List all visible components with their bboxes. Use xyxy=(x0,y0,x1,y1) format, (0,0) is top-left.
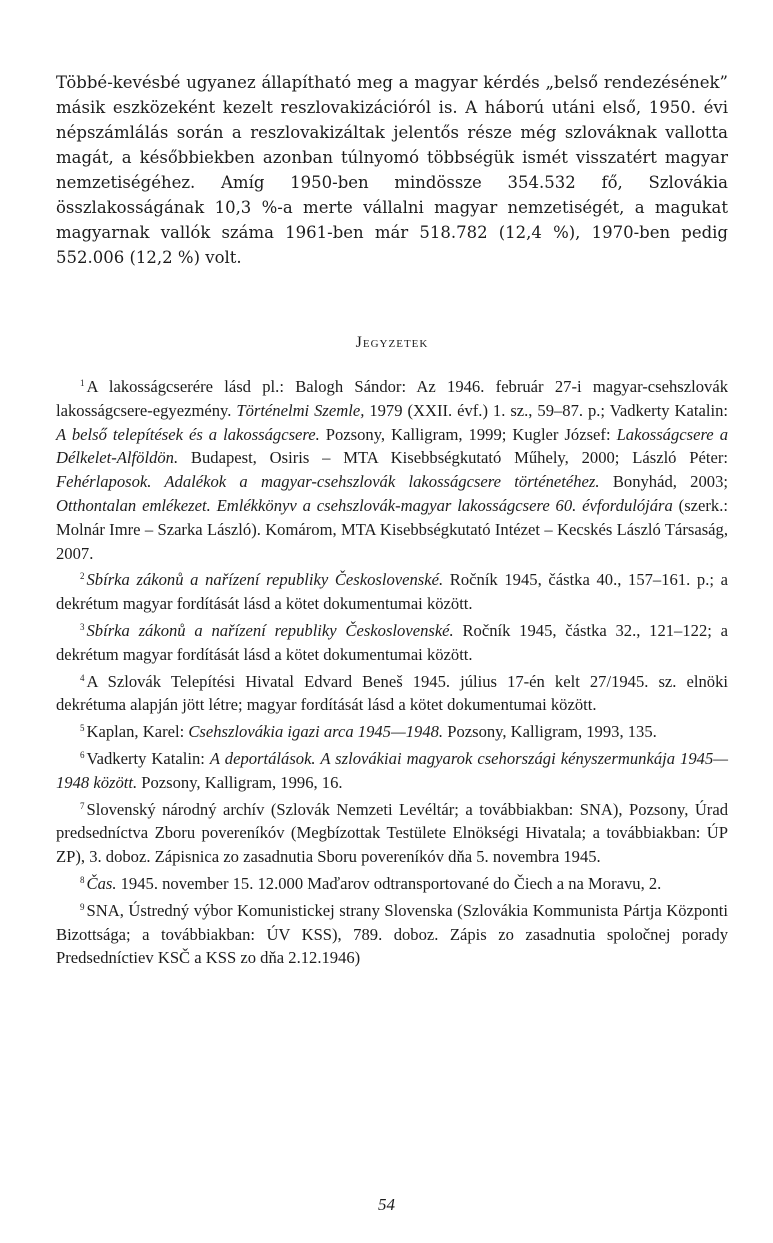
footnote-title: Sbírka zákonů a nařízení republiky Československé. xyxy=(86,570,444,590)
footnote-5 xyxy=(56,717,728,744)
footnote-title: Čas. xyxy=(86,873,117,893)
footnote-8 xyxy=(56,869,728,896)
footnote-number: 4 xyxy=(80,672,85,683)
footnote-text: SNA, Ústredný výbor Komunistickej strany Slovenska (Szlovákia Kommunista Pártja Központi Bizottsága; a továbbiakban: ÚV KSS), 789. doboz. Zápis zo zasadnutia spoločnej porady Predsedníctiev KSČ a KSS zo dňa 2.12.1946) xyxy=(56,900,728,968)
footnote-title: A belső telepítések és a lakosságcsere. xyxy=(56,424,320,444)
footnote-number: 7 xyxy=(80,800,85,811)
footnote-text: A Szlovák Telepítési Hivatal Edvard Beneš 1945. július 17-én kelt 27/1945. sz. elnöki dekrétuma alapján jött létre; magyar fordítását lásd a kötet dokumentumai között. xyxy=(56,671,728,715)
footnote-title: Otthontalan emlékezet. Emlékkönyv a csehszlovák-magyar lakosságcsere 60. évfordulójára xyxy=(56,495,673,515)
footnote-1 xyxy=(56,372,728,565)
footnote-text: Bonyhád, 2003; xyxy=(599,472,728,492)
footnote-number: 6 xyxy=(80,749,85,760)
body-paragraph: Többé-kevésbé ugyanez állapítható meg a magyar kérdés „belső rendezésének” másik eszközeként kezelt reszlovakizációról is. A háború utáni első, 1950. évi népszámlálás során a reszlovakizáltak jelentős része még szlováknak vallotta magát, a későbbiekben azonban túlnyomó többségük ismét visszatért magyar nemzetiségéhez. Amíg 1950-ben mindössze 354.532 fő, Szlovákia összlakosságának 10,3 %-a merte vállalni magyar nemzetiségét, a magukat magyarnak vallók száma 1961-ben már 518.782 (12,4 %), 1970-ben pedig 552.006 (12,2 %) volt. xyxy=(56,73,728,267)
footnote-title: Történelmi Szemle, xyxy=(236,400,365,420)
footnote-number: 1 xyxy=(80,378,85,388)
footnote-9 xyxy=(56,896,728,970)
footnote-text: Ročník 1945, částka 40., 157–161. p.; a dekrétum magyar fordítását lásd a kötet dokumentumai között. xyxy=(56,570,729,614)
footnote-text: Budapest, Osiris – MTA Kisebbségkutató Műhely, 2000; László Péter: xyxy=(178,448,728,468)
footnote-6 xyxy=(56,744,728,795)
footnote-text: Pozsony, Kalligram, 1996, 16. xyxy=(137,772,343,792)
notes-heading: Jegyzetek xyxy=(355,334,429,351)
footnote-7 xyxy=(56,795,728,869)
footnote-text: Vadkerty Katalin: xyxy=(86,748,210,768)
page-content xyxy=(56,70,728,970)
footnote-title: Lakosságcsere a Délkelet-Alföldön. xyxy=(56,424,728,468)
footnote-3 xyxy=(56,616,728,667)
footnote-text: A lakosságcserére lásd pl.: Balogh Sándor: Az 1946. február 27-i magyar-csehszlovák lakosságcsere-egyezmény. xyxy=(56,377,728,420)
page-number: 54 xyxy=(378,1195,395,1214)
footnote-number: 8 xyxy=(80,874,85,885)
notes-list xyxy=(56,372,728,970)
footnote-text: Ročník 1945, částka 32., 121–122; a dekrétum magyar fordítását lásd a kötet dokumentumai között. xyxy=(56,620,728,664)
footnote-text: Pozsony, Kalligram, 1993, 135. xyxy=(443,722,657,742)
footnote-text: Kaplan, Karel: xyxy=(86,722,189,742)
footnote-title: Fehérlaposok. Adalékok a magyar-csehszlovák lakosságcsere történetéhez. xyxy=(56,472,600,492)
footnote-text: (szerk.: Molnár Imre – Szarka László). Komárom, MTA Kisebbségkutató Intézet – Kecskés László Társaság, 2007. xyxy=(56,495,728,563)
footnote-number: 2 xyxy=(80,571,85,582)
footnote-number: 5 xyxy=(80,723,85,734)
footnote-text: Slovenský národný archív (Szlovák Nemzeti Levéltár; a továbbiakban: SNA), Pozsony, Úrad predsedníctva Zboru povereníkóv (Megbízottak Testülete Elnökségi Hivatala; a továbbiakban: ÚP ZP), 3. doboz. Zápisnica zo zasadnutia Sboru povereníkóv dňa 5. novembra 1945. xyxy=(56,799,728,867)
footnote-2 xyxy=(56,565,728,616)
footnote-4 xyxy=(56,667,728,718)
footnote-text: 1945. november 15. 12.000 Maďarov odtransportované do Čiech a na Moravu, 2. xyxy=(116,873,662,893)
footnote-title: Csehszlovákia igazi arca 1945—1948. xyxy=(188,722,444,742)
footnote-text: 1979 (XXII. évf.) 1. sz., 59–87. p.; Vadkerty Katalin: xyxy=(364,400,729,420)
footnote-title: A deportálások. A szlovákiai magyarok csehországi kényszermunkája 1945—1948 között. xyxy=(56,748,728,792)
footnote-number: 9 xyxy=(80,901,85,912)
footnote-text: Pozsony, Kalligram, 1999; Kugler József: xyxy=(319,424,617,444)
footnote-number: 3 xyxy=(80,621,85,632)
footnote-title: Sbírka zákonů a nařízení republiky Československé. xyxy=(86,620,454,640)
